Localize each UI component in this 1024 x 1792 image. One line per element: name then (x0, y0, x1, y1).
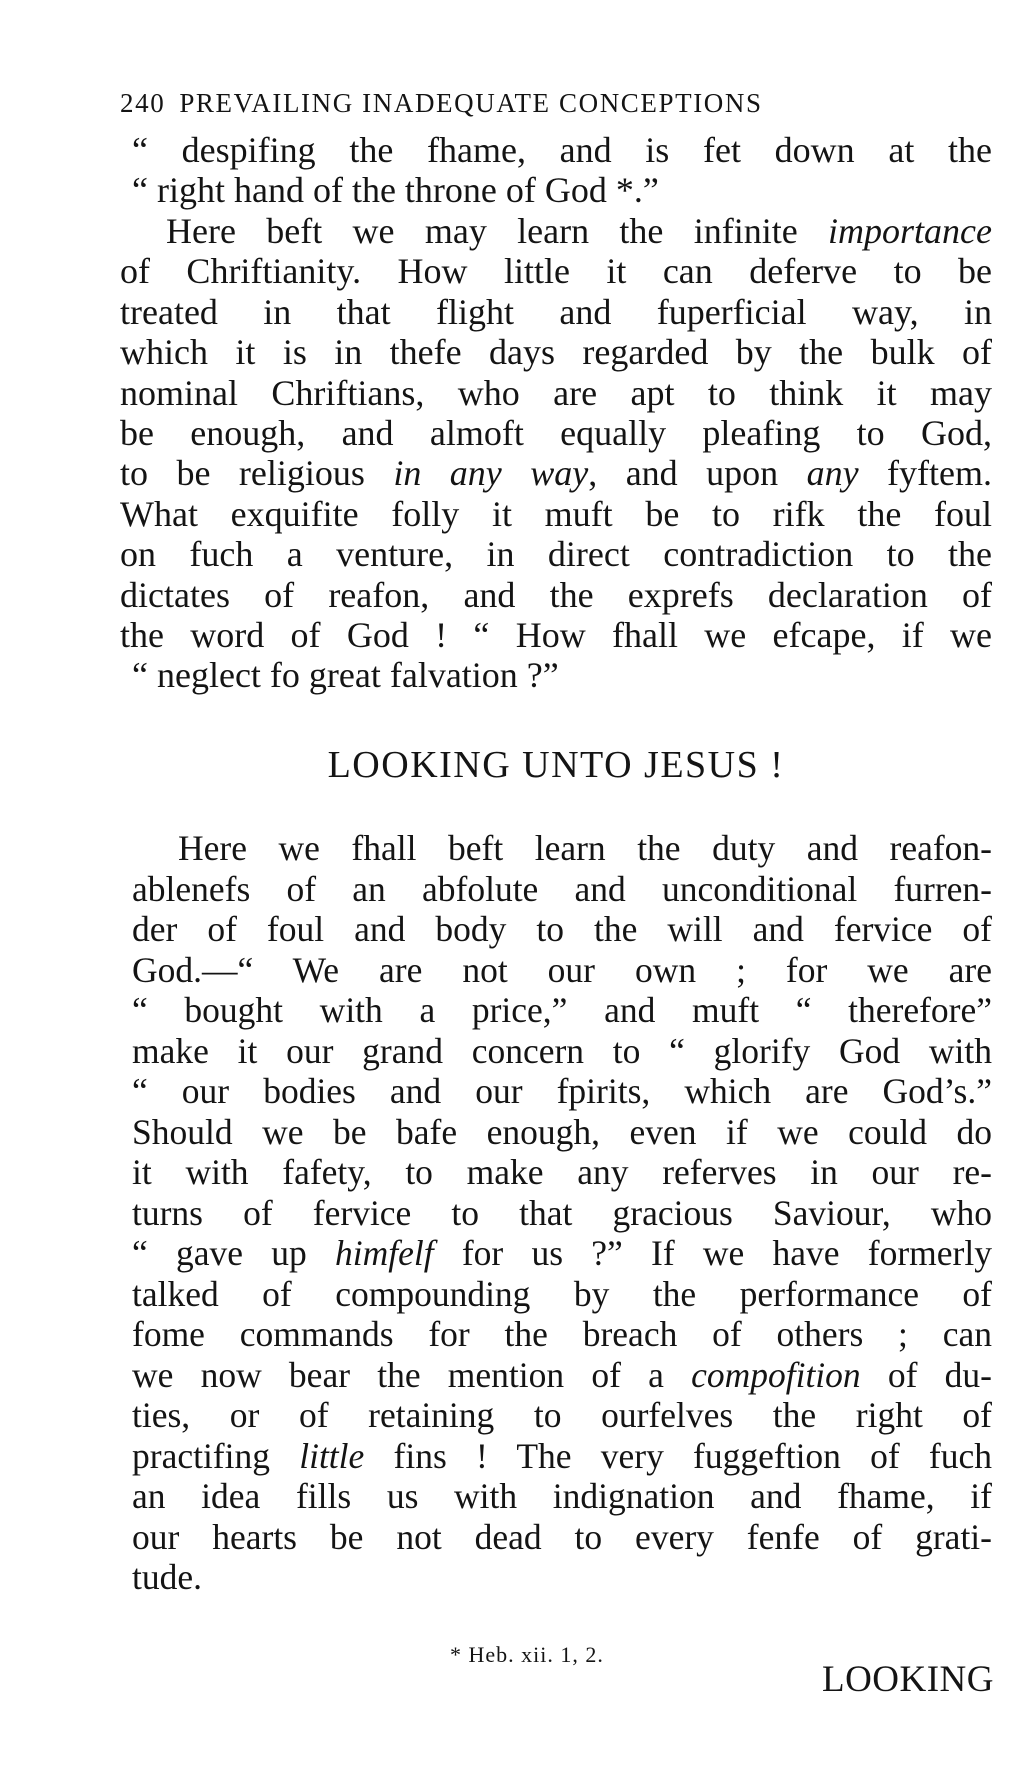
text-line: of Chriftianity. How little it can deferve to be (120, 251, 992, 292)
text-line: practifing little fins ! The very fuggeftion of fuch (132, 1435, 992, 1476)
text-line: What exquifite folly it muft be to rifk the foul (120, 493, 992, 534)
text-line: on fuch a venture, in direct contradiction to the (120, 534, 992, 575)
page-number: 240 (120, 88, 166, 118)
text-line: Here beft we may learn the infinite importance (166, 211, 992, 251)
text-line: turns of fervice to that gracious Saviour, who (132, 1192, 992, 1233)
text-line: be enough, and almoft equally pleafing to God, (120, 412, 992, 453)
text-line: ablenefs of an abfolute and unconditional furren- (132, 868, 992, 909)
text-line: God.—“ We are not our own ; for we are (132, 949, 992, 990)
paragraph-surrender (132, 828, 992, 1598)
text-line: ties, or of retaining to ourfelves the right of (132, 1395, 992, 1435)
text-line: dictates of reafon, and the exprefs declaration of (120, 574, 992, 615)
section-heading: LOOKING UNTO JESUS ! (327, 744, 785, 786)
text-line: which it is in thefe days regarded by the bulk of (120, 332, 992, 373)
text-line: tude. (132, 1557, 202, 1597)
text-line: we now bear the mention of a compofition of du- (132, 1354, 992, 1395)
text-line: to be religious in any way, and upon any fyftem. (120, 453, 992, 494)
text-line: an idea fills us with indignation and fhame, if (132, 1476, 992, 1516)
footnote: * Heb. xii. 1, 2. (450, 1642, 604, 1667)
text-line: der of foul and body to the will and fervice of (132, 909, 992, 949)
text-line: “ neglect fo great falvation ?” (132, 655, 559, 696)
text-line: Should we be bafe enough, even if we could do (132, 1111, 992, 1152)
text-line: it with fafety, to make any referves in our re- (132, 1152, 992, 1192)
text-line: talked of compounding by the performance of (132, 1273, 992, 1314)
text-line: “ our bodies and our fpirits, which are God’s.” (132, 1071, 992, 1111)
text-line: Here we fhall beft learn the duty and reafon- (178, 828, 992, 868)
text-line: fome commands for the breach of others ; can (132, 1314, 992, 1354)
paragraph-importance (120, 211, 992, 696)
catchword: LOOKING (821, 1659, 994, 1700)
running-title: PREVAILING INADEQUATE CONCEPTIONS (179, 88, 763, 118)
text-line: “ right hand of the throne of God *.” (132, 170, 659, 211)
text-line: “ bought with a price,” and muft “ therefore” (132, 990, 992, 1030)
text-line: our hearts be not dead to every fenfe of grati- (132, 1516, 992, 1557)
running-header (120, 86, 1000, 120)
paragraph-continuation (120, 130, 992, 211)
text-line: nominal Chriftians, who are apt to think it may (120, 372, 992, 413)
text-line: treated in that flight and fuperficial way, in (120, 291, 992, 332)
text-line: “ gave up himfelf for us ?” If we have formerly (132, 1233, 992, 1273)
text-line: “ despifing the fhame, and is fet down at the (132, 130, 992, 170)
text-line: make it our grand concern to “ glorify God with (132, 1030, 992, 1071)
text-line: the word of God ! “ How fhall we efcape, if we (120, 614, 992, 655)
